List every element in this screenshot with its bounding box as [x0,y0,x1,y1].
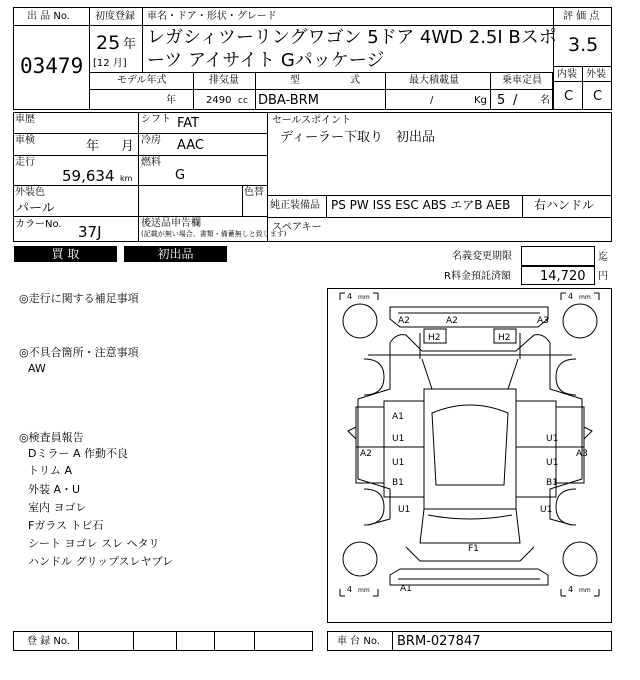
first-listing-badge: 初出品 [124,246,227,262]
reg-date-cell [89,25,143,73]
history-label: 車歴 [15,114,35,125]
aircon-value: AAC [177,138,204,153]
fuel-value: G [175,168,186,183]
damage-mark-bottom-a1: A1 [400,584,412,594]
spec-divider-1 [193,72,194,110]
car-diagram [328,289,611,622]
displacement-label: 排気量 [209,75,239,86]
details-hdivider-3 [13,185,268,186]
inspection-label: 車検 [15,135,35,146]
inspector-item: トリム A [28,464,73,477]
details-hdivider-1 [13,133,268,134]
interior-label-cell [553,66,583,82]
sales-point-value: ディーラー下取り 初出品 [280,130,435,145]
name-change-label: 名義変更期限 [452,251,512,262]
defect-item: AW [28,362,46,375]
car-name-cell [142,25,557,73]
mileage-value: 59,634 [62,167,115,185]
damage-mark-right-u1: U1 [546,458,559,468]
shift-label: シフト [141,114,171,125]
tire-unit: mm [579,294,591,301]
details-hdivider-4 [13,216,268,217]
name-change-box [521,246,595,266]
capacity-slash: / [513,93,518,108]
inspector-item: Dミラー A 作動不良 [28,447,128,460]
mileage-unit: km [120,174,133,183]
color-change-divider [242,185,243,216]
interior-label: 内装 [557,69,577,80]
color-label: 外装色 [15,187,45,198]
type-value: DBA-BRM [258,93,319,108]
inspector-item: 外装 A・U [28,483,81,496]
capacity-unit: 名 [540,95,550,106]
recycle-value: 14,720 [540,269,586,284]
model-year-label: モデル年式 [117,75,167,86]
reg-no-cell-divider [133,631,134,651]
equipment-value: PS PW ISS ESC ABS エアB AEB [331,198,511,212]
damage-mark-left-u1: U1 [392,434,405,444]
interior-grade: C [564,89,574,104]
defect-notes-label: ◎不具合箇所・注意事項 [19,346,139,359]
name-change-unit: 迄 [598,252,608,263]
tire-label: 4 [568,292,574,301]
recycle-label: R料金預託済額 [444,271,511,282]
reg-no-cell-divider [78,631,79,651]
type-label-2: 式 [350,75,360,86]
reg-no-label: 登 録 No. [27,636,70,647]
chassis-divider [392,631,393,651]
fuel-label: 燃料 [141,157,161,168]
recycle-box [521,266,595,285]
tire-label: 4 [347,292,353,301]
tire-unit: mm [358,294,370,301]
damage-mark-roof-a2-center: A2 [446,316,458,326]
post-report-note: (記載が無い場合、書類・備蓄無しと致します) [141,230,287,238]
damage-mark-right-u1: U1 [546,434,559,444]
reg-no-cell-divider [214,631,215,651]
spec-row-divider [89,89,553,90]
damage-mark-roof-a2-left: A2 [398,316,410,326]
exterior-grade-cell [582,81,612,110]
tire-label: 4 [568,585,574,594]
inspector-item: 室内 ヨゴレ [28,501,87,514]
spec-divider-4 [490,72,491,110]
tire-unit: mm [579,587,591,594]
max-load-label: 最大積載量 [409,75,459,86]
reg-label: 初度登録 [95,11,135,22]
exterior-label: 外装 [586,69,606,80]
damage-mark-left-a2: A2 [360,449,372,459]
color-value: パール [16,201,55,216]
damage-mark-front-f1: F1 [468,544,479,554]
damage-mark-right-a3: A3 [576,449,588,459]
displacement-value: 2490 [206,95,232,106]
capacity-value: 5 [497,93,506,108]
damage-mark-left-u1: U1 [392,458,405,468]
recycle-unit: 円 [598,271,608,282]
inspector-report-label: ◎検査員報告 [19,431,84,444]
handle-value: 右ハンドル [534,198,595,212]
buy-badge: 買 取 [14,246,117,262]
color-no-value: 37J [78,223,102,241]
lot-label-cell [13,7,90,26]
handle-divider [522,195,523,217]
equipment-divider [326,195,327,217]
max-load-slash: / [430,95,434,106]
displacement-unit: cc [238,96,248,106]
chassis-label: 車 台 No. [337,636,380,647]
damage-mark-left-b1: B1 [392,478,404,488]
damage-mark-h2-right: H2 [498,333,511,343]
post-report-value: スペアキー [272,222,322,233]
car-label-cell [142,7,554,26]
shift-value: FAT [177,116,200,131]
damage-mark-h2-left: H2 [428,333,441,343]
spec-divider-2 [255,72,256,110]
car-label: 車名・ドア・形状・グレード [147,11,277,22]
inspector-item: ハンドル グリップスレヤブレ [28,555,174,568]
mileage-label: 走行 [15,157,35,168]
color-change-label: 色替 [244,187,264,198]
reg-year-unit: 年 [123,37,137,52]
post-report-label: 後送品申告欄 [141,218,201,229]
inspector-item: Fガラス トビ石 [28,519,104,532]
tire-unit: mm [358,587,370,594]
capacity-label: 乗車定員 [502,75,542,86]
lot-number: 03479 [20,54,84,78]
damage-mark-roof-a3: A3 [537,316,549,326]
reg-no-row [13,631,313,651]
reg-label-cell [89,7,143,26]
score-cell [553,25,612,67]
car-name-line1: レガシィツーリングワゴン 5ドア 4WD 2.5I Bスポ [147,27,557,48]
score-value: 3.5 [568,34,599,56]
equipment-top-line [267,195,612,196]
reg-month: [12 月] [93,58,127,69]
exterior-grade: C [593,89,603,104]
details-hdivider-2 [13,155,268,156]
details-vdivider [138,112,139,242]
aircon-label: 冷房 [141,135,161,146]
equipment-label: 純正装備品 [270,200,320,211]
driving-notes-label: ◎走行に関する補足事項 [19,292,139,305]
color-no-label: カラーNo. [15,219,62,230]
chassis-row [327,631,612,651]
score-label: 評 価 点 [563,11,600,22]
inspection-year-unit: 年 [86,139,100,154]
damage-mark-right-u1: U1 [540,505,553,515]
inspector-item: シート ヨゴレ スレ ヘタリ [28,537,160,550]
max-load-unit: Kg [474,95,487,106]
equipment-bottom-line [267,217,612,218]
type-label: 型 [290,75,300,86]
sales-point-label: セールスポイント [272,115,352,126]
reg-no-cell-divider [254,631,255,651]
tire-label: 4 [347,585,353,594]
score-label-cell [553,7,612,26]
chassis-value: BRM-027847 [397,634,481,649]
lot-label: 出 品 No. [27,11,70,22]
interior-grade-cell [553,81,583,110]
exterior-label-cell [582,66,612,82]
damage-mark-right-b1: B1 [546,478,558,488]
car-name-line2: ーツ アイサイト Gパッケージ [147,50,385,71]
reg-year: 25 [96,32,121,54]
damage-mark-left-u1: U1 [398,505,411,515]
model-year-unit: 年 [166,95,176,106]
reg-no-cell-divider [176,631,177,651]
inspection-month-unit: 月 [121,139,135,154]
lot-number-cell [13,25,90,110]
car-diagram-frame [327,288,612,623]
spec-divider-3 [385,72,386,110]
damage-mark-left-a1: A1 [392,412,404,422]
